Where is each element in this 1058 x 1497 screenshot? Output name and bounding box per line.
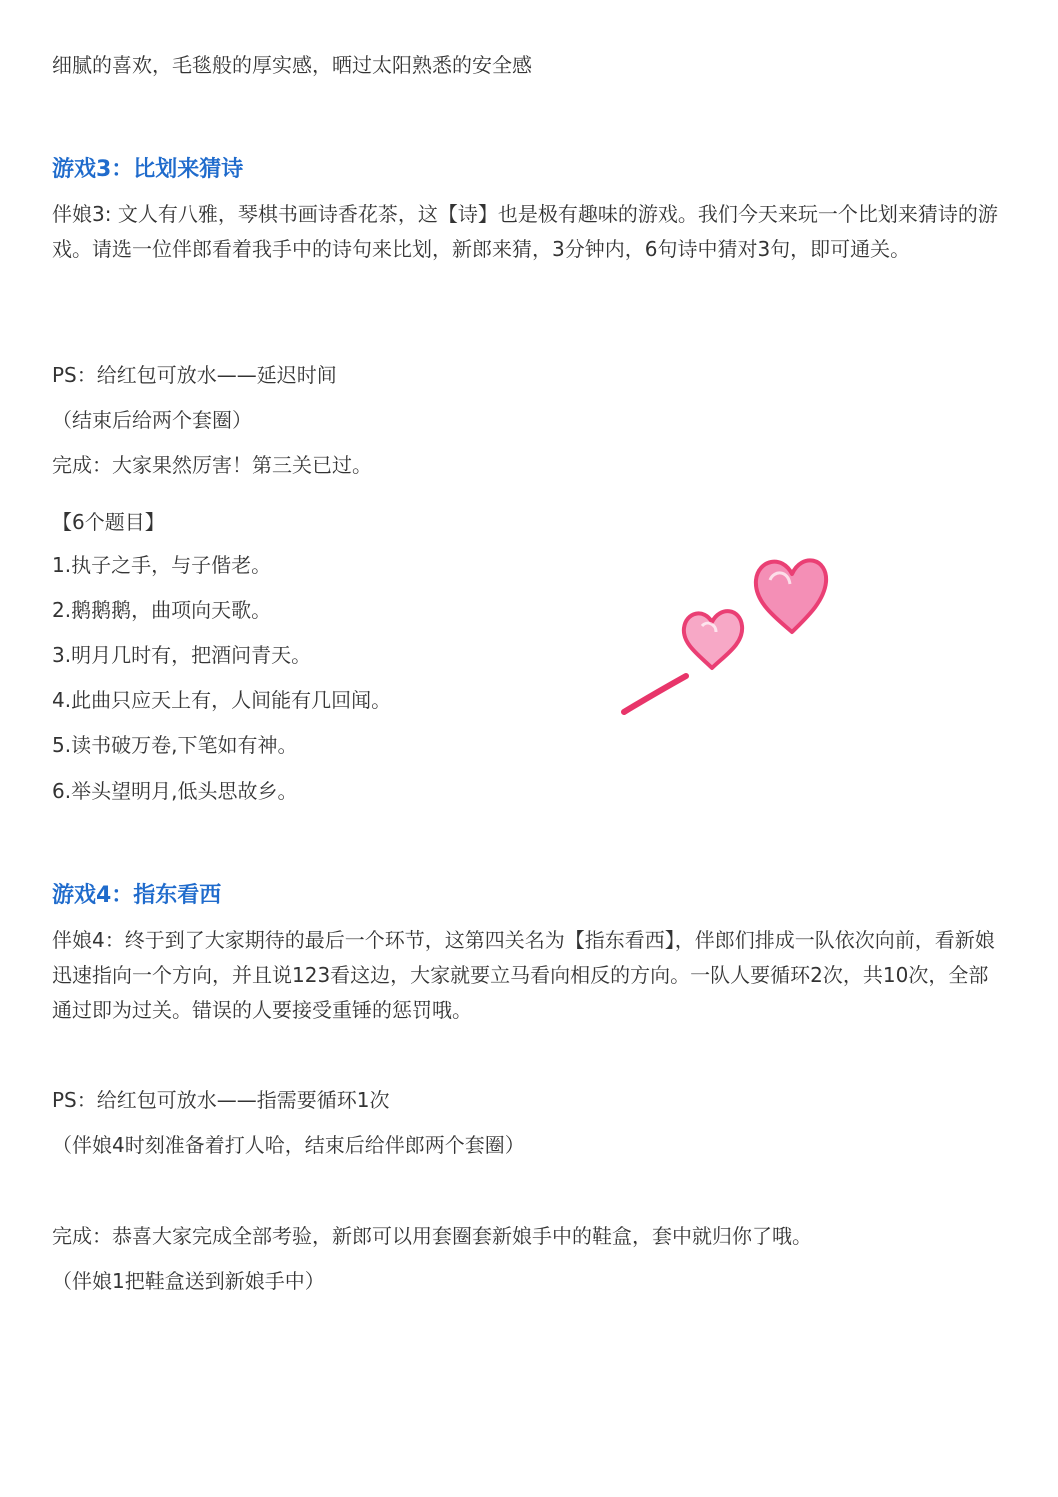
question-item: 2.鹅鹅鹅，曲项向天歌。 xyxy=(52,598,272,622)
heart-trail-line xyxy=(624,676,686,712)
game3-bridesmaid-text: 伴娘3: 文人有八雅，琴棋书画诗香花茶，这【诗】也是极有趣味的游戏。我们今天来玩一个比划来猜诗的游戏。请选一位伴郎看着我手中的诗句来比划，新郎来猜，3分钟内，6句诗中猜对3句，即可通关。 xyxy=(52,202,998,261)
two-hearts-icon xyxy=(612,540,838,730)
small-heart xyxy=(684,611,742,668)
intro-line: 细腻的喜欢，毛毯般的厚实感，晒过太阳熟悉的安全感 xyxy=(52,53,532,77)
question-item: 4.此曲只应天上有，人间能有几回闻。 xyxy=(52,688,392,712)
question-item: 3.明月几时有，把酒问青天。 xyxy=(52,643,312,667)
game3-heading: 游戏3：比划来猜诗 xyxy=(52,157,244,182)
game3-note: （结束后给两个套圈） xyxy=(52,408,252,432)
question-item: 5.读书破万卷,下笔如有神。 xyxy=(52,733,298,757)
game4-final-note: （伴娘1把鞋盒送到新娘手中） xyxy=(52,1269,325,1293)
game4-bridesmaid-text: 伴娘4：终于到了大家期待的最后一个环节，这第四关名为【指东看西】，伴郎们排成一队依次向前，看新娘迅速指向一个方向，并且说123看这边，大家就要立马看向相反的方向。一队人要循环2次，共10次，全部通过即为过关。错误的人要接受重锤的惩罚哦。 xyxy=(52,928,995,1022)
question-item: 1.执子之手，与子偕老。 xyxy=(52,553,272,577)
game3-ps: PS：给红包可放水——延迟时间 xyxy=(52,363,337,387)
game4-complete: 完成：恭喜大家完成全部考验，新郎可以用套圈套新娘手中的鞋盒，套中就归你了哦。 xyxy=(52,1224,812,1248)
large-heart xyxy=(756,560,826,632)
question-item: 6.举头望明月,低头思故乡。 xyxy=(52,779,298,803)
game4-ps: PS：给红包可放水——指需要循环1次 xyxy=(52,1088,390,1112)
game4-note: （伴娘4时刻准备着打人哈，结束后给伴郎两个套圈） xyxy=(52,1133,525,1157)
questions-title: 【6个题目】 xyxy=(52,510,165,534)
game3-complete: 完成：大家果然厉害！第三关已过。 xyxy=(52,453,372,477)
game4-heading: 游戏4：指东看西 xyxy=(52,883,222,908)
